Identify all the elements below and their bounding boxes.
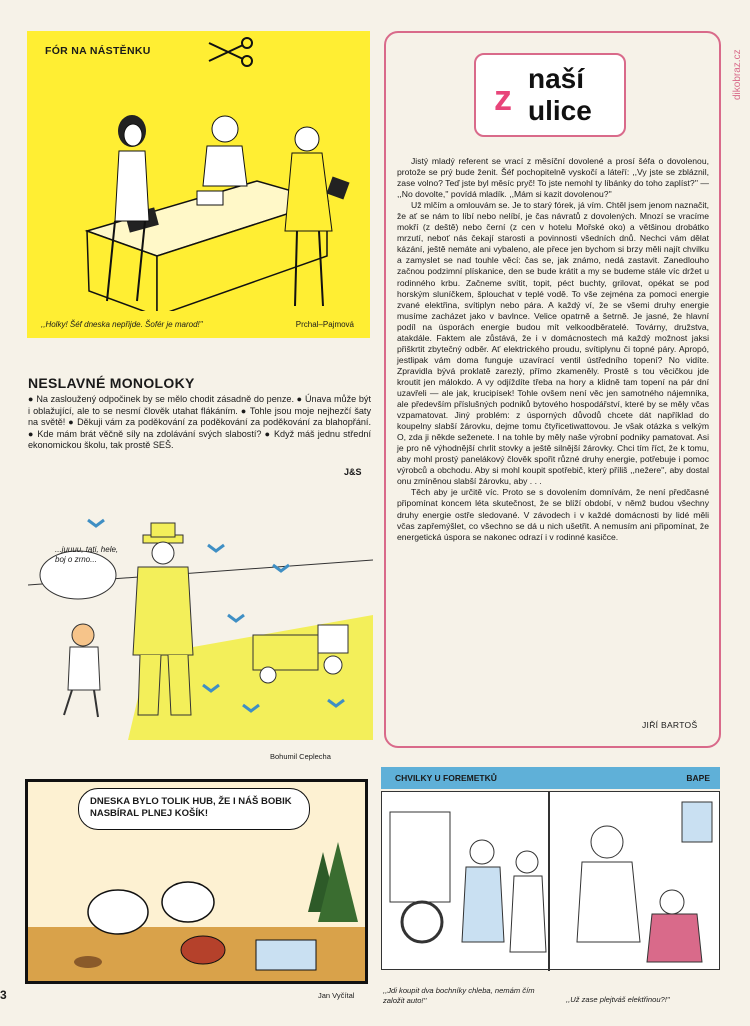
cartoon-speech-bubble: DNESKA BYLO TOLIK HUB, ŽE I NÁŠ BOBIK NASBÍRAL PLNEJ KOŠÍK! [90,796,292,819]
monoloky-title: NESLAVNÉ MONOLOKY [28,375,195,391]
article-paragraph: Už mlčím a omlouvám se. Je to starý fórek, já vím. Chtěl jsem jenom naznačit, že ať se nám to líbí nebo nelíbí, je čas návratů z dovolených. Mnozí se vracíme mokří (z deště) nebo černí (z cen v hotelu Mořské oko) a většinou drobátko mrzutí, neboť nás čekají starosti a povinnosti všedních dnů. Nechci vám dělat kázání, ještě nemáte ani vybaleno, ale přece jen bychom si brzy měli najít chvilku a zamyslet se nad touhle věcí: čas se, jak známo, nedá zastavit. Zanedlouho začnou podzimní plískanice, den se bude krátit a my se budeme stále víc držet u rodinného krbu. Začneme svítit, topit, péct buchty, grilovat, opékat se pod horským sluníčkem, šplouchat v teplé vodě. To vše zejména za pomoci energie zvané elektřina, svítiplyn nebo pára. A každý ví, že se všemi druhy energie musíme zacházet jako v bavlnce. Velice opatrně a šetrně. Je jasné, že hlavní podíl na úsporách energie budou mít velkoodběratelé. Továrny, družstva, atakdále. Faktem ale zůstává, že i v domácnostech má každý možnost jaksi přiškrtit zbytečný odběr. Ať elektrického proudu, svítiplynu či topné páry. Apropó, jestlipak vám doma funguje uzavírací ventil ústředního topení? No vidíte. Zpravidla bývá proklatě zarezlý, přímo zkameněly. Prostě s tou věcičkou jde kroutit jen málokdo. A vy odjíždíte třeba na hory a klidně tam topení na pár dní uzavřeli — ale jak, krucipísek! Tohle ovšem není věc jen samotného nájemníka, ale především příslušných podniků bytového hospodářství, které by se měly včas vzpamatovat. Jiný problém: z úsporných důvodů chcete dát například do koupelny slabší žárovku, dejme tomu čtyřicetiwattovou. Je však otázka s velkým O, zda ji někde seženete. I na tohle by měly naše výrobní podniky pamatovat. Asi je pro ně výhodnější chrlit stovky a ještě silnější žárovky. Chci tím říct, že k tomu, aby mohl prostý panelákový člověk spořit různé druhy energie, potřebuje i pomoc výrobců a obchodu. Aby si mohl koupit spotřebič, který příliš ,,nežere'', aby dostal onu zmíněnou slabší žárovku, aby . . . [397,200,710,487]
office-illustration [27,71,370,311]
strip-caption-2: ,,Už zase plejtváš elektřinou?!'' [566,995,670,1004]
cartoon-author: Prchal–Pajmová [295,320,354,329]
comic-strip [381,791,720,970]
forest-illustration [28,832,365,981]
page-number: 3 [0,988,7,1002]
column-logo [474,53,626,137]
cartoon-caption: ,,Holky! Šéf dneska nepřijde. Šofér je marod!'' [41,320,203,329]
cartoon-author: Jan Vyčítal [318,991,355,1000]
strip-header [381,767,720,789]
logo-word-1: naší [528,63,585,94]
monoloky-text: ● Na zasloužený odpočinek by se mělo chodit zásadně do penze. ● Únava může být i oblažující, ale to se nesmí člověk utahat flákáním. ● Tohle jsou moje nejhezčí šaty na světě! ● Děkuji vám za poděkování za poděkování za poděkování za blahopřání. ● Kde mám brát věčně síly na zdolávání svých slabostí? ● Když máš jednu střední ekonomickou školu, tak prostě SEŠ. [28,394,371,451]
article-signature: JIŘÍ BARTOŠ [642,720,698,730]
monoloky-signature: J&S [344,467,362,477]
cartoon-author: Bohumil Ceplecha [270,752,331,761]
cartoon-office [27,31,370,338]
strip-divider [548,792,550,971]
cartoon-header: FÓR NA NÁSTĚNKU [45,45,151,57]
watermark-text: dikobraz.cz [732,49,743,100]
strip-illustration [382,792,719,969]
logo-word-2: ulice [528,95,592,126]
strip-title: CHVILKY U FOREMETKŮ [395,773,497,783]
scissors-icon [207,37,257,67]
strip-author: BAPE [686,773,710,783]
article-paragraph: Jistý mladý referent se vrací z měsíční dovolené a prosí šéfa o dovolenou, protože se prý bude ženit. Šéf pochopitelně vyskočí a láteří: ,,Vy jste se zbláznil, zase volno? Teď jste byl měsíc pryč! To jste nemohl ty líbánky do toho zaplíst?'' — ,,No dovolte,'' povídá mladík. ,,Mám si kazit dovolenou?'' [397,156,709,200]
article-body [397,156,709,543]
cartoon-field [28,505,373,745]
cartoon-mushrooms [25,779,368,984]
watermark [732,8,746,108]
article-paragraph: Těch aby je určitě víc. Proto se s dovolením domnívám, že není předčasné připomínat koncem léta skutečnost, že se blíží období, v němž budou všechny druhy energie ostře sledované. V závodech i v každé domácnosti by lidé měli včas zapřemýšlet, co všechno se dá u nich ušetřit. A nemusím ani připomínat, že energetická úspora se nakonec odrazí i v rodinné kasičce. [397,487,709,542]
logo-letter: z [494,77,512,118]
cartoon-speech-bubble: ...juuuu, tati, hele, boj o zrno... [55,545,119,564]
strip-caption-1: ,,Jdi koupit dva bochníky chleba, nemám čím založit auto!'' [383,986,535,1005]
